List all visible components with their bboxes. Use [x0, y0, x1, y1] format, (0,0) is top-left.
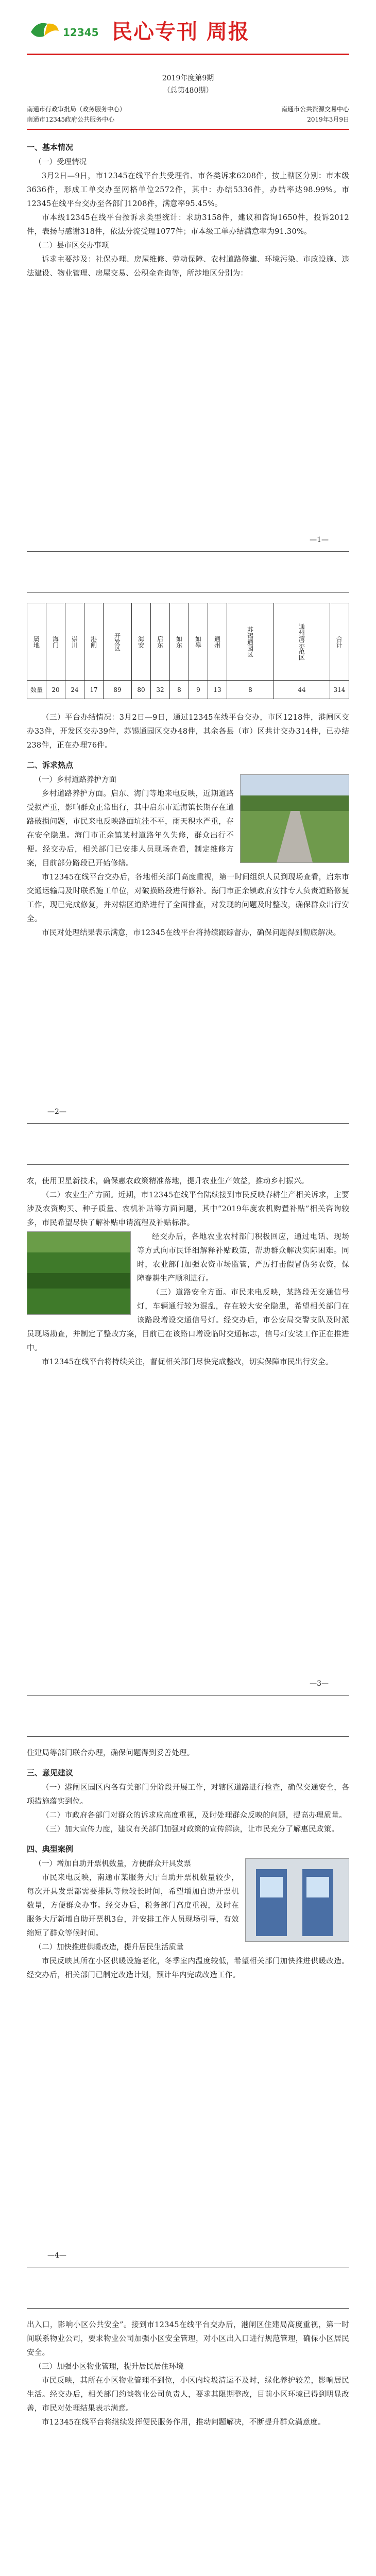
- page-2: [0, 572, 376, 1144]
- header-rule: [27, 129, 349, 130]
- page-3-body: [27, 1175, 349, 1369]
- sponsor-left-2: 南通市12345政府公共服务中心: [27, 116, 115, 123]
- table-value-cell: 13: [208, 681, 227, 699]
- crop-photo-icon: [27, 1232, 130, 1314]
- paragraph: 3月2日—9日，市12345在线平台共受理省、市各类诉求6208件，按上轄区分別：市本级3636件，形成工单交办至网格单位2572件，其中：办结5336件，办结率达98.99%。市12345在线平台交办至各部门1208件，满意率95.45%。: [27, 172, 349, 208]
- table-value-cell: 24: [65, 681, 84, 699]
- table-value-cell: 89: [104, 681, 132, 699]
- page-rule: [27, 1164, 349, 1165]
- page-rule: [27, 551, 349, 552]
- newsletter-title: 民心专刊 周报: [112, 20, 250, 44]
- page-number: —1—: [310, 536, 329, 544]
- paragraph: 市12345在线平台将继续发挥便民服务作用，推动问题解决，不断提升群众满意度。: [42, 2418, 326, 2427]
- table-header-cell: 开发区: [104, 603, 132, 681]
- paragraph: 市民反映，其所在小区物业管理不到位，小区内垃圾清运不及时，绿化养护较差，影响居民生活。经交办后，相关部门约谈物业公司负责人，要求其限期整改，目前小区环境已得到明显改善，市民对处理结果表示满意。: [27, 2377, 349, 2413]
- issue-block: [27, 72, 349, 97]
- kiosk-photo: [245, 1858, 349, 1942]
- page-number: —3—: [310, 1680, 329, 1688]
- issue-date: 2019年3月9日: [307, 116, 349, 123]
- paragraph: 市12345在线平台将持续关注，督促相关部门尽快完成整改，切实保障市民出行安全。: [42, 1358, 333, 1366]
- table-header-cell: 苏锡通园区: [227, 603, 274, 681]
- table-value-cell: 8: [169, 681, 189, 699]
- page-1-body: [27, 135, 349, 281]
- kiosk-photo-icon: [246, 1859, 349, 1941]
- stats-table-block: [27, 603, 349, 699]
- paragraph: 诉求主要涉及：社保办理、房屋维修、劳动保障、农村道路修建、环境污染、市政设施、违法建设、物业管理、房屋交易、公积金查询等，所涉地区分别为：: [27, 256, 349, 278]
- page-rule: [27, 1695, 349, 1696]
- crop-photo: [27, 1231, 131, 1315]
- section-heading: 二、诉求热点: [27, 760, 74, 770]
- page-rule: [27, 2308, 349, 2309]
- paragraph: 市民来电反映，南通市某服务大厅自助开票机数量较少，每次开具发票都需要排队等候较长时间，希望增加自助开票机数量，方便群众办事。经交办后，税务部门高度重视，及时在服务大厅新增自助开票机3台，并安排工作人员现场引导，有效缩短了群众等候时间。: [27, 1874, 239, 1938]
- table-header-cell: 启东: [150, 603, 169, 681]
- paragraph: （三）道路安全方面。市民来电反映，某路段无交通信号灯，车辆通行较为混乱，存在较大安全隐患，希望相关部门在该路段增设交通信号灯。经交办后，市公安局交警支队及时派员现场勘查，并制定了整改方案，目前已在该路口增设临时交通标志，信号灯安装工作正在推进中。: [27, 1289, 349, 1352]
- page-rule: [27, 1123, 349, 1124]
- table-value-cell: 44: [274, 681, 330, 699]
- sub-heading: （二）加快推进供暖改造，提升居民生活质量: [34, 1943, 184, 1952]
- paragraph: 市民反映其所在小区供暖设施老化，冬季室内温度较低，希望相关部门加快推进供暖改造。经交办后，相关部门已制定改造计划，预计年内完成改造工作。: [27, 1957, 349, 1979]
- table-header-cell: 海安: [131, 603, 150, 681]
- page-rule: [27, 592, 349, 593]
- table-value-cell: 80: [131, 681, 150, 699]
- page-number: —4—: [47, 2251, 66, 2260]
- issue-total: （总第480期）: [163, 87, 213, 95]
- page-rule: [27, 1736, 349, 1737]
- table-header-cell: 崇川: [65, 603, 84, 681]
- page-5-body: [27, 2318, 349, 2430]
- table-row-label: 数量: [27, 681, 46, 699]
- paragraph: 经交办后，各地农业农村部门积极回应，通过电话、现场等方式向市民详细解释补贴政策，帮助群众解决实际困难。同时，农业部门加强农资市场监管，严厉打击假冒伪劣农资，保障春耕生产顺利进行。: [137, 1233, 349, 1283]
- paragraph: 市民对处理结果表示满意，市12345在线平台将持续跟踪督办，确保问题得到彻底解决。: [42, 929, 341, 937]
- table-value-cell: 9: [189, 681, 208, 699]
- table-value-cell: 17: [84, 681, 104, 699]
- table-header-cell: 合计: [330, 603, 349, 681]
- paragraph: （二）农业生产方面。近期，市12345在线平台陆续接到市民反映春耕生产相关诉求，主要涉及农资购买、种子质量、农机补贴等方面问题，其中“2019年度农机购置补贴”相关咨询较多，市民希望尽快了解补贴申请流程及补贴标准。: [27, 1191, 349, 1227]
- table-header-cell: 属地: [27, 603, 46, 681]
- table-header-cell: 海门: [46, 603, 65, 681]
- table-header-cell: 通州: [208, 603, 227, 681]
- title-rule: [27, 54, 349, 55]
- sub-heading: （一）增加自助开票机数量，方便群众开具发票: [34, 1860, 191, 1868]
- logo: [27, 19, 104, 45]
- sponsors: [27, 104, 349, 125]
- page-4-body: [27, 1747, 349, 1982]
- sponsor-right-1: 南通市公共资源交易中心: [281, 106, 349, 113]
- road-photo: [240, 774, 349, 863]
- page-4: [0, 1716, 376, 2287]
- table-value-cell: 20: [46, 681, 65, 699]
- issue-number: 2019年度第9期: [162, 74, 214, 82]
- paragraph: 乡村道路养护方面。启东、海门等地来电反映，近期道路受损严重，影响群众正常出行，其中启东市近海镇长期存在道路破损问题，市民来电反映路面坑洼不平，雨天积水严重，存在安全隐患。海门市正余镇某村道路年久失修，群众出行不便。经交办后，相关部门已安排人员现场查看，制定维修方案，目前部分路段已开始修缮。: [27, 790, 234, 868]
- page-2-body: [27, 711, 349, 940]
- table-header-cell: 港闸: [84, 603, 104, 681]
- stats-table: [27, 603, 349, 699]
- road-photo-icon: [241, 775, 349, 862]
- paragraph: 市本级12345在线平台按诉求类型统计：求助3158件，建议和咨询1650件，投诉2012件，表扬与感谢318件，依法分流受理1077件；市本级工单办结满意率为91.30%。: [27, 214, 349, 236]
- logo-text: 12345: [63, 26, 99, 39]
- table-header-cell: 如皋: [189, 603, 208, 681]
- paragraph: 农，使用卫星新技术，确保惠农政策精准落地，提升农业生产效益，推动乡村振兴。: [27, 1177, 309, 1185]
- paragraph: 住建局等部门联合办理，确保问题得到妥善处理。: [27, 1749, 195, 1757]
- sub-heading: （一）受理情况: [34, 158, 87, 166]
- page-number: —2—: [47, 1108, 66, 1116]
- section-heading: 四、典型案例: [27, 1844, 74, 1854]
- sub-heading: （二）县市区交办事项: [34, 242, 109, 250]
- sub-heading: （一）乡村道路养护方面: [34, 776, 116, 784]
- paragraph: （三）平台办结情况：3月2日—9日，通过12345在线平台交办，市区1218件，港闸区交办33件，开发区交办39件，苏锡通园区交办48件，其余各县（市）区共计交办314件，已办结238件，正在办理76件。: [27, 714, 349, 750]
- page-1: [0, 0, 376, 572]
- table-value-cell: 32: [150, 681, 169, 699]
- section-heading: 三、意见建议: [27, 1768, 74, 1777]
- paragraph: （一）港闸区园区内各有关部门分阶段开展工作，对辖区道路进行检查，确保交通安全，各项措施落实到位。: [27, 1784, 349, 1806]
- paragraph: （三）加大宣传力度，建议有关部门加强对政策的宣传解读，让市民充分了解惠民政策。: [42, 1825, 339, 1834]
- section-heading: 一、基本情况: [27, 143, 74, 152]
- page-5: [0, 2287, 376, 2576]
- paragraph: 市12345在线平台交办后，各地相关部门高度重视，第一时间组织人员到现场查看，启东市交通运输局及时联系施工单位，对破损路段进行修补。海门市正余镇政府安排专人负责道路修复工作，现已完成修复，并对辖区道路进行了全面排查，对发现的问题及时整改，确保群众出行安全。: [27, 873, 349, 923]
- sponsor-left-1: 南通市行政审批局（政务服务中心）: [27, 106, 126, 113]
- paragraph: 出入口，影响小区公共安全”。接到市12345在线平台交办后，港闸区住建局高度重视，第一时间联系物业公司，要求物业公司加强小区安全管理，对小区出入口进行规范管理，确保小区居民安全。: [27, 2321, 349, 2357]
- page-3: [0, 1144, 376, 1716]
- table-header-cell: 如东: [169, 603, 189, 681]
- sub-heading: （三）加强小区物业管理，提升居民居住环境: [34, 2363, 184, 2371]
- table-value-cell: 8: [227, 681, 274, 699]
- paragraph: （二）市政府各部门对群众的诉求应高度重视，及时处理群众反映的问题，提高办理质量。: [42, 1811, 347, 1820]
- table-value-cell: 314: [330, 681, 349, 699]
- table-header-cell: 通州湾示范区: [274, 603, 330, 681]
- logo-icon: [27, 19, 104, 45]
